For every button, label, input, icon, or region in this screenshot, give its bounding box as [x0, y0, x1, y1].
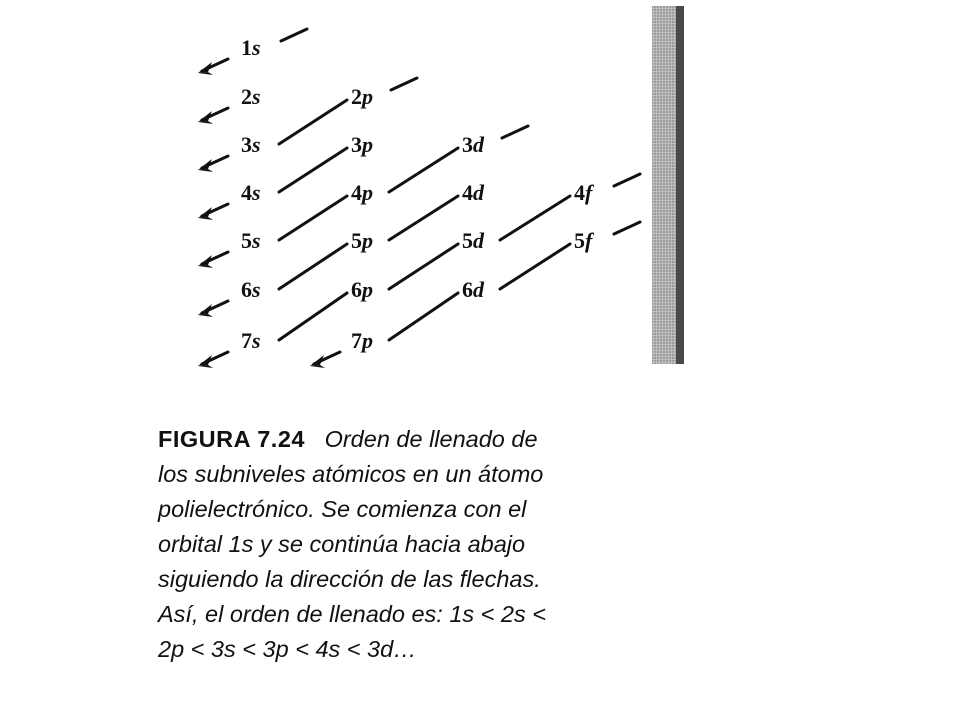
- caption-line-7: 2p < 3s < 3p < 4s < 3d…: [158, 636, 417, 662]
- orbital-label: 6d: [462, 277, 484, 302]
- orbital-label: 3s: [241, 132, 261, 157]
- orbital-label: 5f: [574, 228, 593, 253]
- caption-label: FIGURA 7.24: [158, 426, 305, 452]
- diagonal-line: [279, 293, 347, 340]
- diagonal-line: [502, 126, 528, 138]
- diagonal-line: [279, 100, 347, 144]
- orbital-label: 2s: [241, 84, 261, 109]
- page-edge-shading: [652, 6, 684, 364]
- orbital-label: 3p: [351, 132, 373, 157]
- caption-line-1: [158, 422, 718, 457]
- diagonal-line: [279, 148, 347, 192]
- caption-text: Orden de llenado de: [324, 426, 538, 452]
- orbital-label: 4d: [462, 180, 484, 205]
- page-edge-bar: [676, 6, 684, 364]
- orbital-label: 5p: [351, 228, 373, 253]
- caption-line-3: polielectrónico. Se comienza con el: [158, 496, 527, 522]
- orbital-label: 6p: [351, 277, 373, 302]
- orbital-label: 4s: [241, 180, 261, 205]
- diagonal-line: [614, 174, 640, 186]
- orbital-label: 1s: [241, 35, 261, 60]
- caption-line-4: orbital 1s y se continúa hacia abajo: [158, 531, 526, 557]
- orbital-label: 4f: [574, 180, 593, 205]
- orbital-label: 5s: [241, 228, 261, 253]
- orbital-label: 7s: [241, 328, 261, 353]
- diagonal-line: [389, 293, 458, 340]
- diagonal-line: [500, 244, 570, 289]
- orbital-label: 2p: [351, 84, 373, 109]
- orbital-label: 7p: [351, 328, 373, 353]
- diagonal-line: [279, 244, 347, 289]
- diagonal-line: [614, 222, 640, 234]
- caption-line-6: Así, el orden de llenado es: 1s < 2s <: [158, 601, 547, 627]
- diagonal-line: [389, 244, 458, 289]
- diagonal-line: [389, 196, 458, 240]
- diagonal-line: [500, 196, 570, 240]
- orbital-label: 5d: [462, 228, 484, 253]
- caption-line-2: los subniveles atómicos en un átomo: [158, 461, 544, 487]
- orbital-label: 3d: [462, 132, 484, 157]
- diagonal-line: [391, 78, 417, 90]
- orbital-label: 6s: [241, 277, 261, 302]
- orbital-label: 4p: [351, 180, 373, 205]
- diagonal-line: [279, 196, 347, 240]
- caption-line-5: siguiendo la dirección de las flechas.: [158, 566, 541, 592]
- orbital-labels: [241, 35, 595, 353]
- diagonal-line: [281, 29, 307, 41]
- figure-caption: [158, 422, 718, 667]
- diagonal-line: [389, 148, 458, 192]
